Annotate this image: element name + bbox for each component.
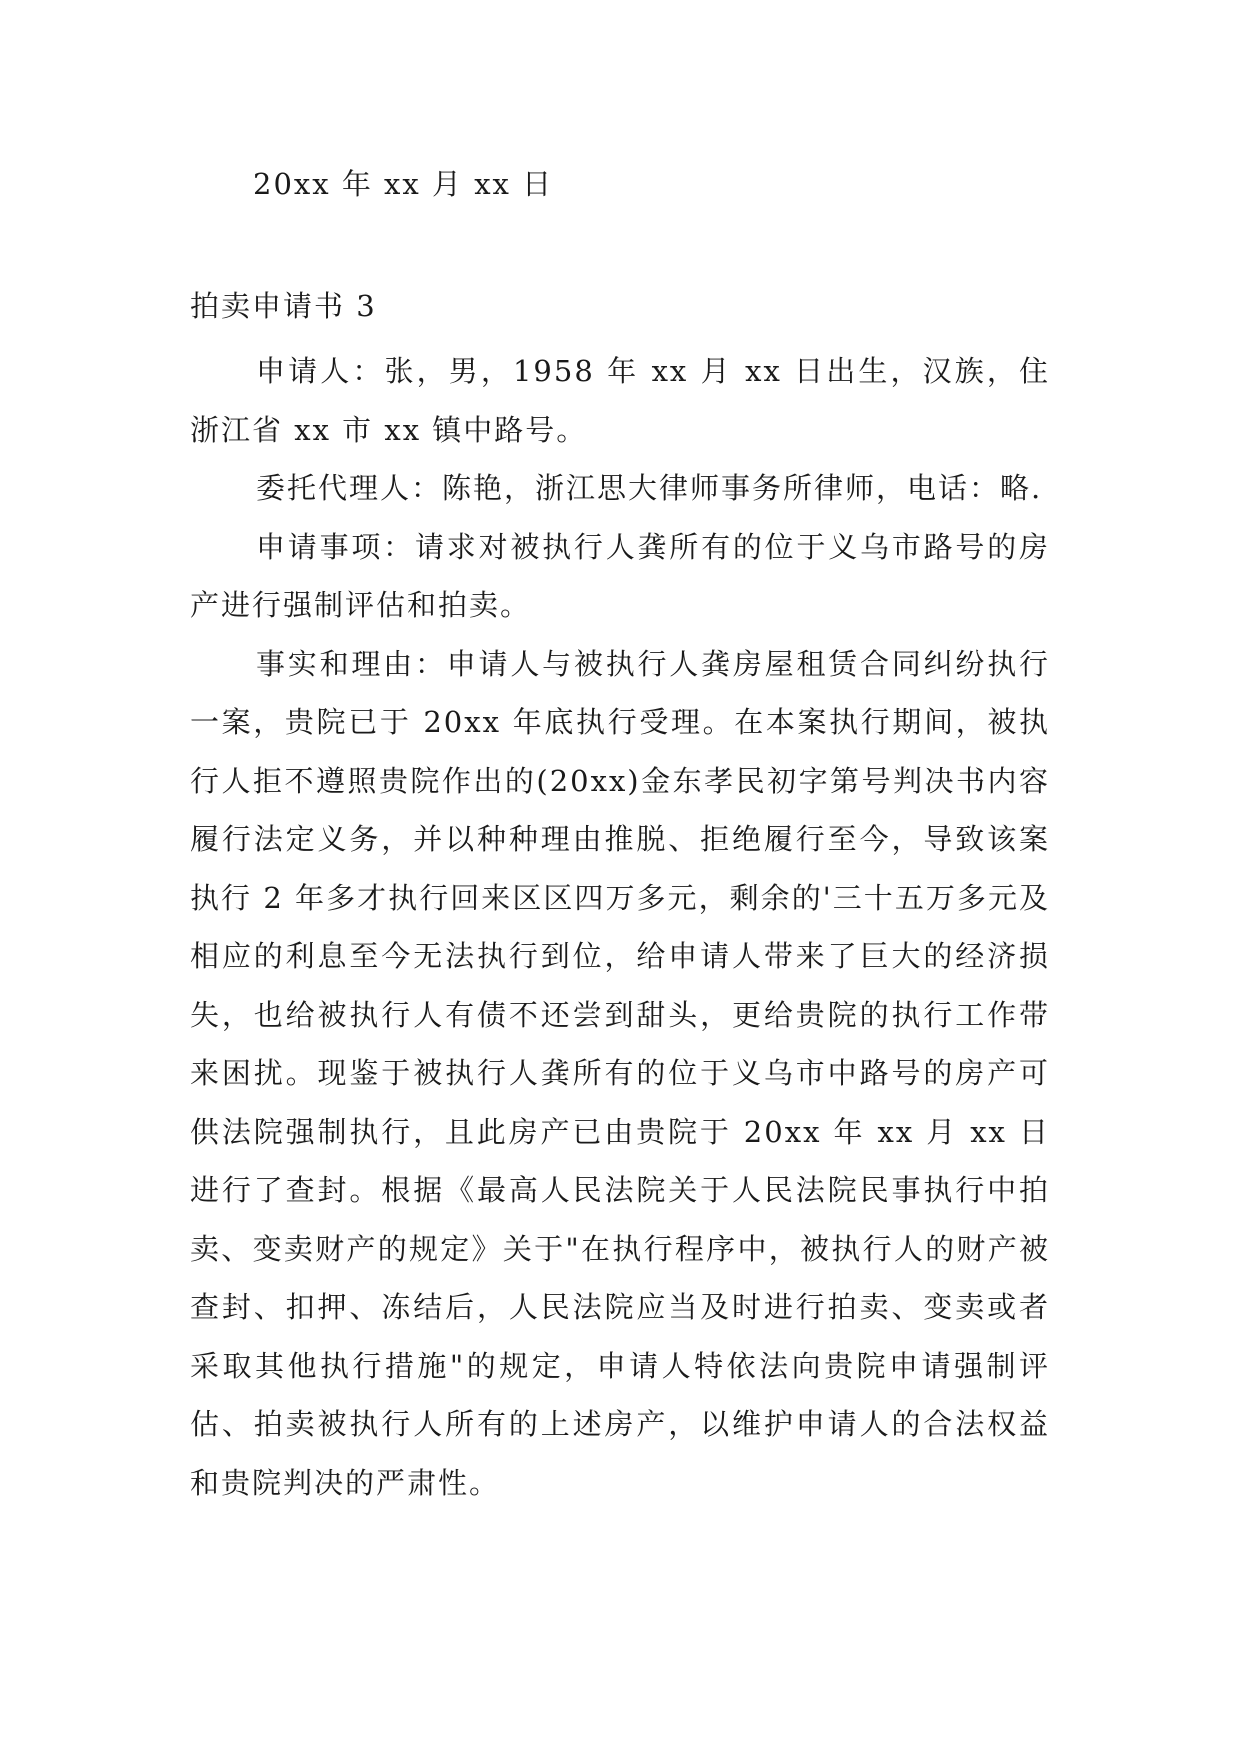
paragraph-agent: 委托代理人：陈艳，浙江思大律师事务所律师，电话：略. [256, 471, 1043, 505]
paragraph-applicant: 申请人：张，男，1958 年 xx 月 xx 日出生，汉族，住浙江省 xx 市 xx 镇中路号。 [190, 354, 1050, 447]
paragraph-facts-reasons: 事实和理由：申请人与被执行人龚房屋租赁合同纠纷执行一案，贵院已于 20xx 年底执行受理。在本案执行期间，被执行人拒不遵照贵院作出的(20xx)金东孝民初字第号判决书内容履行法定义务，并以种种理由推脱、拒绝履行至今，导致该案执行 2 年多才执行回来区区四万多元，剩余的'三十五万多元及相应的利息至今无法执行到位，给申请人带来了巨大的经济损失，也给被执行人有债不还尝到甜头，更给贵院的执行工作带来困扰。现鉴于被执行人龚所有的位于义乌市中路号的房产可供法院强制执行，且此房产已由贵院于 20xx 年 xx 月 xx 日进行了查封。根据《最高人民法院关于人民法院民事执行中拍卖、变卖财产的规定》关于"在执行程序中，被执行人的财产被查封、扣押、冻结后，人民法院应当及时进行拍卖、变卖或者采取其他执行措施"的规定，申请人特依法向贵院申请强制评估、拍卖被执行人所有的上述房产，以维护申请人的合法权益和贵院判决的严肃性。 [190, 646, 1050, 1500]
document-body [190, 342, 1050, 1512]
date-line: 20xx 年 xx 月 xx 日 [253, 167, 554, 201]
paragraph-request: 申请事项：请求对被执行人龚所有的位于义乌市路号的房产进行强制评估和拍卖。 [190, 529, 1050, 622]
document-title: 拍卖申请书 3 [190, 289, 377, 323]
